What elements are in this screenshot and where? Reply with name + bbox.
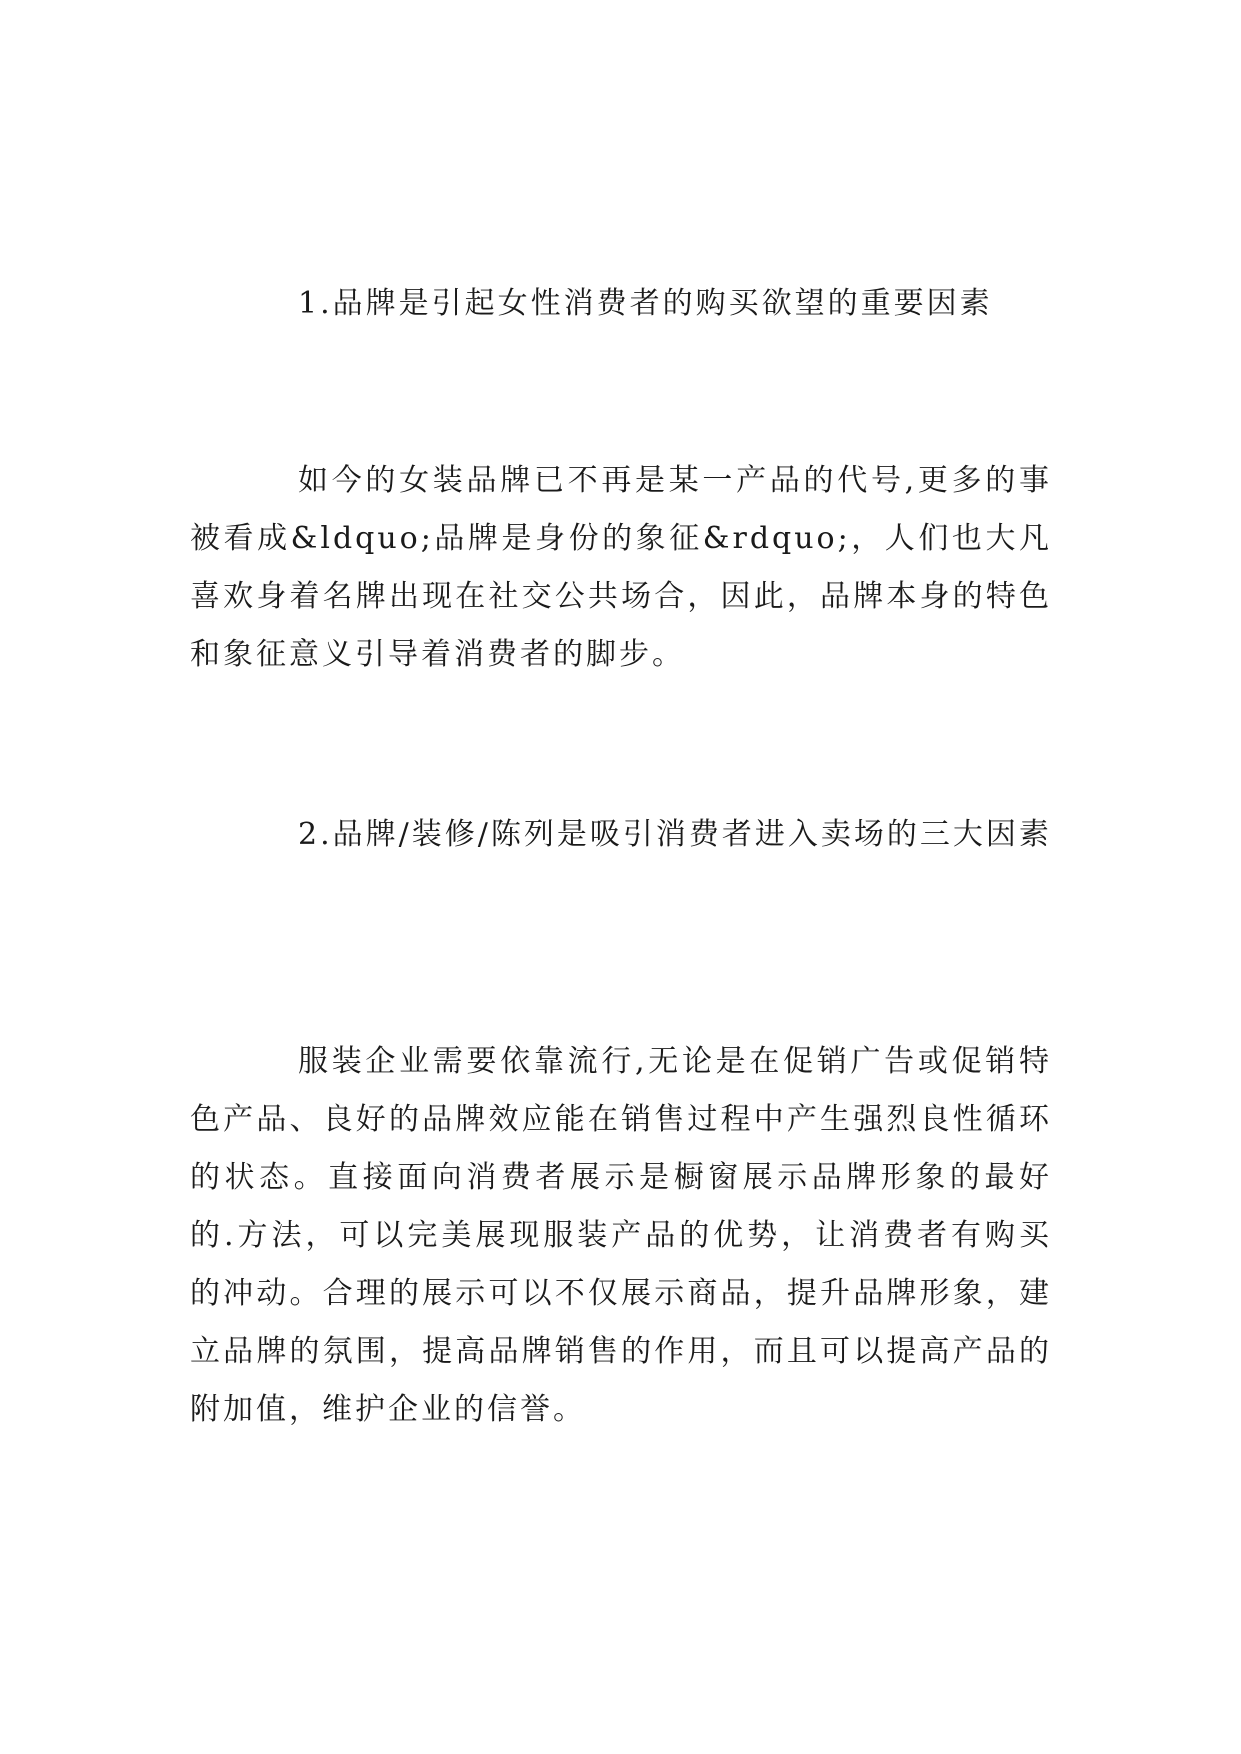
body-paragraph-1: 如今的女装品牌已不再是某一产品的代号,更多的事被看成&ldquo;品牌是身份的象征&rdquo;，人们也大凡喜欢身着名牌出现在社交公共场合，因此，品牌本身的特色和象征意义引导着消费者的脚步。 [190,463,1052,672]
section-heading-1: 1.品牌是引起女性消费者的购买欲望的重要因素 [298,286,993,321]
section-heading-2: 2.品牌/装修/陈列是吸引消费者进入卖场的三大因素 [298,817,1052,852]
body-paragraph-2: 服装企业需要依靠流行,无论是在促销广告或促销特色产品、良好的品牌效应能在销售过程中产生强烈良性循环的状态。直接面向消费者展示是橱窗展示品牌形象的最好的.方法，可以完美展现服装产品的优势，让消费者有购买的冲动。合理的展示可以不仅展示商品，提升品牌形象，建立品牌的氛围，提高品牌销售的作用，而且可以提高产品的附加值，维护企业的信誉。 [190,1044,1052,1427]
